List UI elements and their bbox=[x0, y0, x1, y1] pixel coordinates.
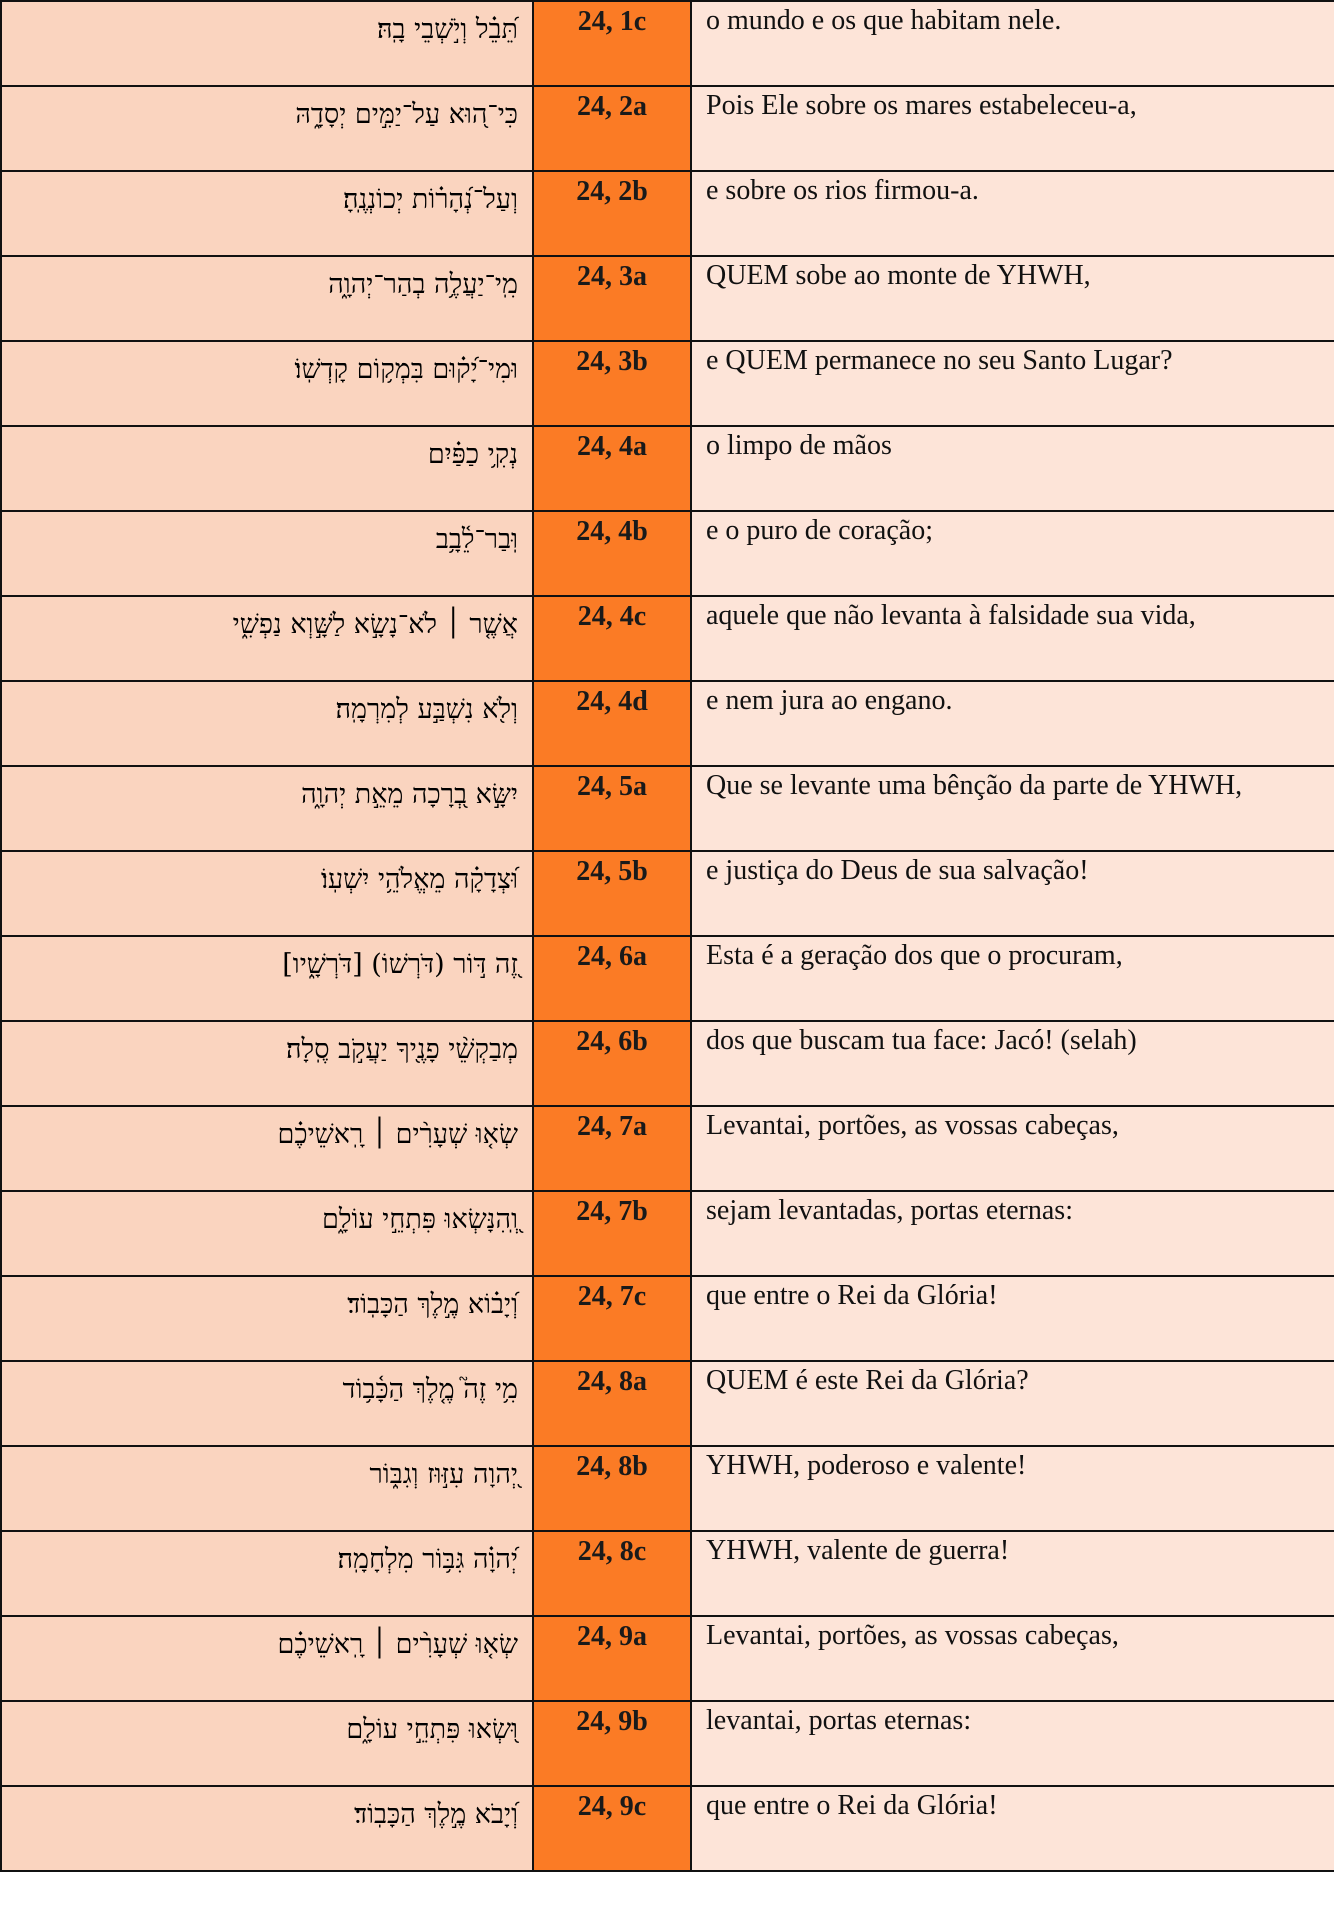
table-row bbox=[1, 341, 1334, 426]
hebrew-text-cell: שְׂא֤וּ שְׁעָרִ֨ים ׀ רָֽאשֵׁיכֶ֗ם bbox=[1, 1616, 533, 1701]
portuguese-translation-cell: e o puro de coração; bbox=[691, 511, 1334, 596]
hebrew-text-cell: וְעַל־נְ֝הָר֗וֹת יְכוֹנְנֶֽהָ׃ bbox=[1, 171, 533, 256]
hebrew-text-cell: תֵּ֝בֵ֗ל וְיֹ֣שְׁבֵי בָֽהּ׃ bbox=[1, 1, 533, 86]
verse-reference-cell: 24, 9a bbox=[533, 1616, 691, 1701]
portuguese-translation-cell: QUEM é este Rei da Glória? bbox=[691, 1361, 1334, 1446]
hebrew-text-cell: יְ֝הוָ֗ה גִּבּ֥וֹר מִלְחָמָֽה׃ bbox=[1, 1531, 533, 1616]
portuguese-translation-cell: Levantai, portões, as vossas cabeças, bbox=[691, 1106, 1334, 1191]
hebrew-text-cell: וְ֝יָבֹא מֶ֣לֶךְ הַכָּבֽוֹד׃ bbox=[1, 1786, 533, 1871]
table-row bbox=[1, 86, 1334, 171]
hebrew-text-cell: שְׂא֤וּ שְׁעָרִ֨ים ׀ רָֽאשֵׁיכֶ֗ם bbox=[1, 1106, 533, 1191]
table-row bbox=[1, 851, 1334, 936]
portuguese-translation-cell: Esta é a geração dos que o procuram, bbox=[691, 936, 1334, 1021]
verse-reference-cell: 24, 2b bbox=[533, 171, 691, 256]
verse-reference-cell: 24, 7a bbox=[533, 1106, 691, 1191]
verse-reference-cell: 24, 4b bbox=[533, 511, 691, 596]
verse-reference-cell: 24, 4c bbox=[533, 596, 691, 681]
hebrew-text-cell: וּמִי־יָ֝ק֗וּם בִּמְק֥וֹם קָדְשֽׁוֹ׃ bbox=[1, 341, 533, 426]
hebrew-text-cell: וּ֝צְדָקָ֗ה מֵאֱלֹהֵ֥י יִשְׁעֽוֹ׃ bbox=[1, 851, 533, 936]
hebrew-text-cell: יְ֭הוָה עִזּ֣וּז וְגִבּ֑וֹר bbox=[1, 1446, 533, 1531]
hebrew-text-cell: נְקִ֥י כַפַּ֗יִם bbox=[1, 426, 533, 511]
hebrew-text-cell: מִֽי־יַעֲלֶ֥ה בְהַר־יְהוָ֑ה bbox=[1, 256, 533, 341]
verse-reference-cell: 24, 8a bbox=[533, 1361, 691, 1446]
verse-reference-cell: 24, 8b bbox=[533, 1446, 691, 1531]
verse-reference-cell: 24, 5b bbox=[533, 851, 691, 936]
table-row bbox=[1, 1786, 1334, 1871]
hebrew-text-cell: מִ֥י זֶה֮ מֶ֤לֶךְ הַכָּ֫ב֥וֹד bbox=[1, 1361, 533, 1446]
verse-reference-cell: 24, 7c bbox=[533, 1276, 691, 1361]
verse-reference-cell: 24, 6b bbox=[533, 1021, 691, 1106]
verse-reference-cell: 24, 3a bbox=[533, 256, 691, 341]
table-row bbox=[1, 256, 1334, 341]
portuguese-translation-cell: que entre o Rei da Glória! bbox=[691, 1276, 1334, 1361]
table-row bbox=[1, 1191, 1334, 1276]
hebrew-text-cell: וּ֭שְׂאוּ פִּתְחֵ֣י עוֹלָ֑ם bbox=[1, 1701, 533, 1786]
hebrew-text-cell: אֲשֶׁ֤ר ׀ לֹא־נָשָׂ֣א לַשָּׁ֣וְא נַפְשִׁ֑י bbox=[1, 596, 533, 681]
table-row bbox=[1, 1, 1334, 86]
portuguese-translation-cell: que entre o Rei da Glória! bbox=[691, 1786, 1334, 1871]
portuguese-translation-cell: o limpo de mãos bbox=[691, 426, 1334, 511]
verse-reference-cell: 24, 4a bbox=[533, 426, 691, 511]
table-row bbox=[1, 1276, 1334, 1361]
table-row bbox=[1, 1446, 1334, 1531]
table-row bbox=[1, 1361, 1334, 1446]
table-row bbox=[1, 596, 1334, 681]
table-row bbox=[1, 1531, 1334, 1616]
verse-reference-cell: 24, 3b bbox=[533, 341, 691, 426]
portuguese-translation-cell: levantai, portas eternas: bbox=[691, 1701, 1334, 1786]
table-row bbox=[1, 1106, 1334, 1191]
portuguese-translation-cell: YHWH, poderoso e valente! bbox=[691, 1446, 1334, 1531]
verse-reference-cell: 24, 8c bbox=[533, 1531, 691, 1616]
portuguese-translation-cell: Que se levante uma bênção da parte de YHWH, bbox=[691, 766, 1334, 851]
portuguese-translation-cell: e justiça do Deus de sua salvação! bbox=[691, 851, 1334, 936]
verse-reference-cell: 24, 6a bbox=[533, 936, 691, 1021]
verse-reference-cell: 24, 5a bbox=[533, 766, 691, 851]
verse-reference-cell: 24, 7b bbox=[533, 1191, 691, 1276]
portuguese-translation-cell: o mundo e os que habitam nele. bbox=[691, 1, 1334, 86]
verse-reference-cell: 24, 2a bbox=[533, 86, 691, 171]
verse-reference-cell: 24, 9b bbox=[533, 1701, 691, 1786]
verse-rows bbox=[1, 1, 1334, 1871]
hebrew-text-cell: כִּי־ה֭וּא עַל־יַמִּ֣ים יְסָדָ֑הּ bbox=[1, 86, 533, 171]
hebrew-text-cell: וְלֹ֖א נִשְׁבַּ֣ע לְמִרְמָֽה׃ bbox=[1, 681, 533, 766]
verse-reference-cell: 24, 4d bbox=[533, 681, 691, 766]
portuguese-translation-cell: dos que buscam tua face: Jacó! (selah) bbox=[691, 1021, 1334, 1106]
portuguese-translation-cell: QUEM sobe ao monte de YHWH, bbox=[691, 256, 1334, 341]
portuguese-translation-cell: Pois Ele sobre os mares estabeleceu-a, bbox=[691, 86, 1334, 171]
table-row bbox=[1, 511, 1334, 596]
portuguese-translation-cell: aquele que não levanta à falsidade sua vida, bbox=[691, 596, 1334, 681]
table-row bbox=[1, 171, 1334, 256]
table-row bbox=[1, 936, 1334, 1021]
hebrew-text-cell: מְבַקְשֵׁ֨י פָנֶ֖יךָ יַעֲקֹ֣ב סֶֽלָה׃ bbox=[1, 1021, 533, 1106]
portuguese-translation-cell: YHWH, valente de guerra! bbox=[691, 1531, 1334, 1616]
portuguese-translation-cell: e nem jura ao engano. bbox=[691, 681, 1334, 766]
table-row bbox=[1, 681, 1334, 766]
hebrew-text-cell: וְֽ֭הִנָּשְׂאוּ פִּתְחֵ֣י עוֹלָ֑ם bbox=[1, 1191, 533, 1276]
table-row bbox=[1, 1616, 1334, 1701]
table-row bbox=[1, 1701, 1334, 1786]
hebrew-text-cell: וּֽבַר־לֵ֫בָ֥ב bbox=[1, 511, 533, 596]
hebrew-text-cell: וְ֝יָב֗וֹא מֶ֣לֶךְ הַכָּבֽוֹד׃ bbox=[1, 1276, 533, 1361]
portuguese-translation-cell: Levantai, portões, as vossas cabeças, bbox=[691, 1616, 1334, 1701]
hebrew-text-cell: יִשָּׂ֣א בְ֭רָכָה מֵאֵ֣ת יְהוָ֑ה bbox=[1, 766, 533, 851]
verse-reference-cell: 24, 9c bbox=[533, 1786, 691, 1871]
table-row bbox=[1, 426, 1334, 511]
portuguese-translation-cell: sejam levantadas, portas eternas: bbox=[691, 1191, 1334, 1276]
table-row bbox=[1, 1021, 1334, 1106]
portuguese-translation-cell: e sobre os rios firmou-a. bbox=[691, 171, 1334, 256]
portuguese-translation-cell: e QUEM permanece no seu Santo Lugar? bbox=[691, 341, 1334, 426]
verse-reference-cell: 24, 1c bbox=[533, 1, 691, 86]
table-row bbox=[1, 766, 1334, 851]
hebrew-text-cell: זֶ֭ה דּ֣וֹר (דֹּרְשׁוֹ) [דֹּרְשָׁ֑יו] bbox=[1, 936, 533, 1021]
